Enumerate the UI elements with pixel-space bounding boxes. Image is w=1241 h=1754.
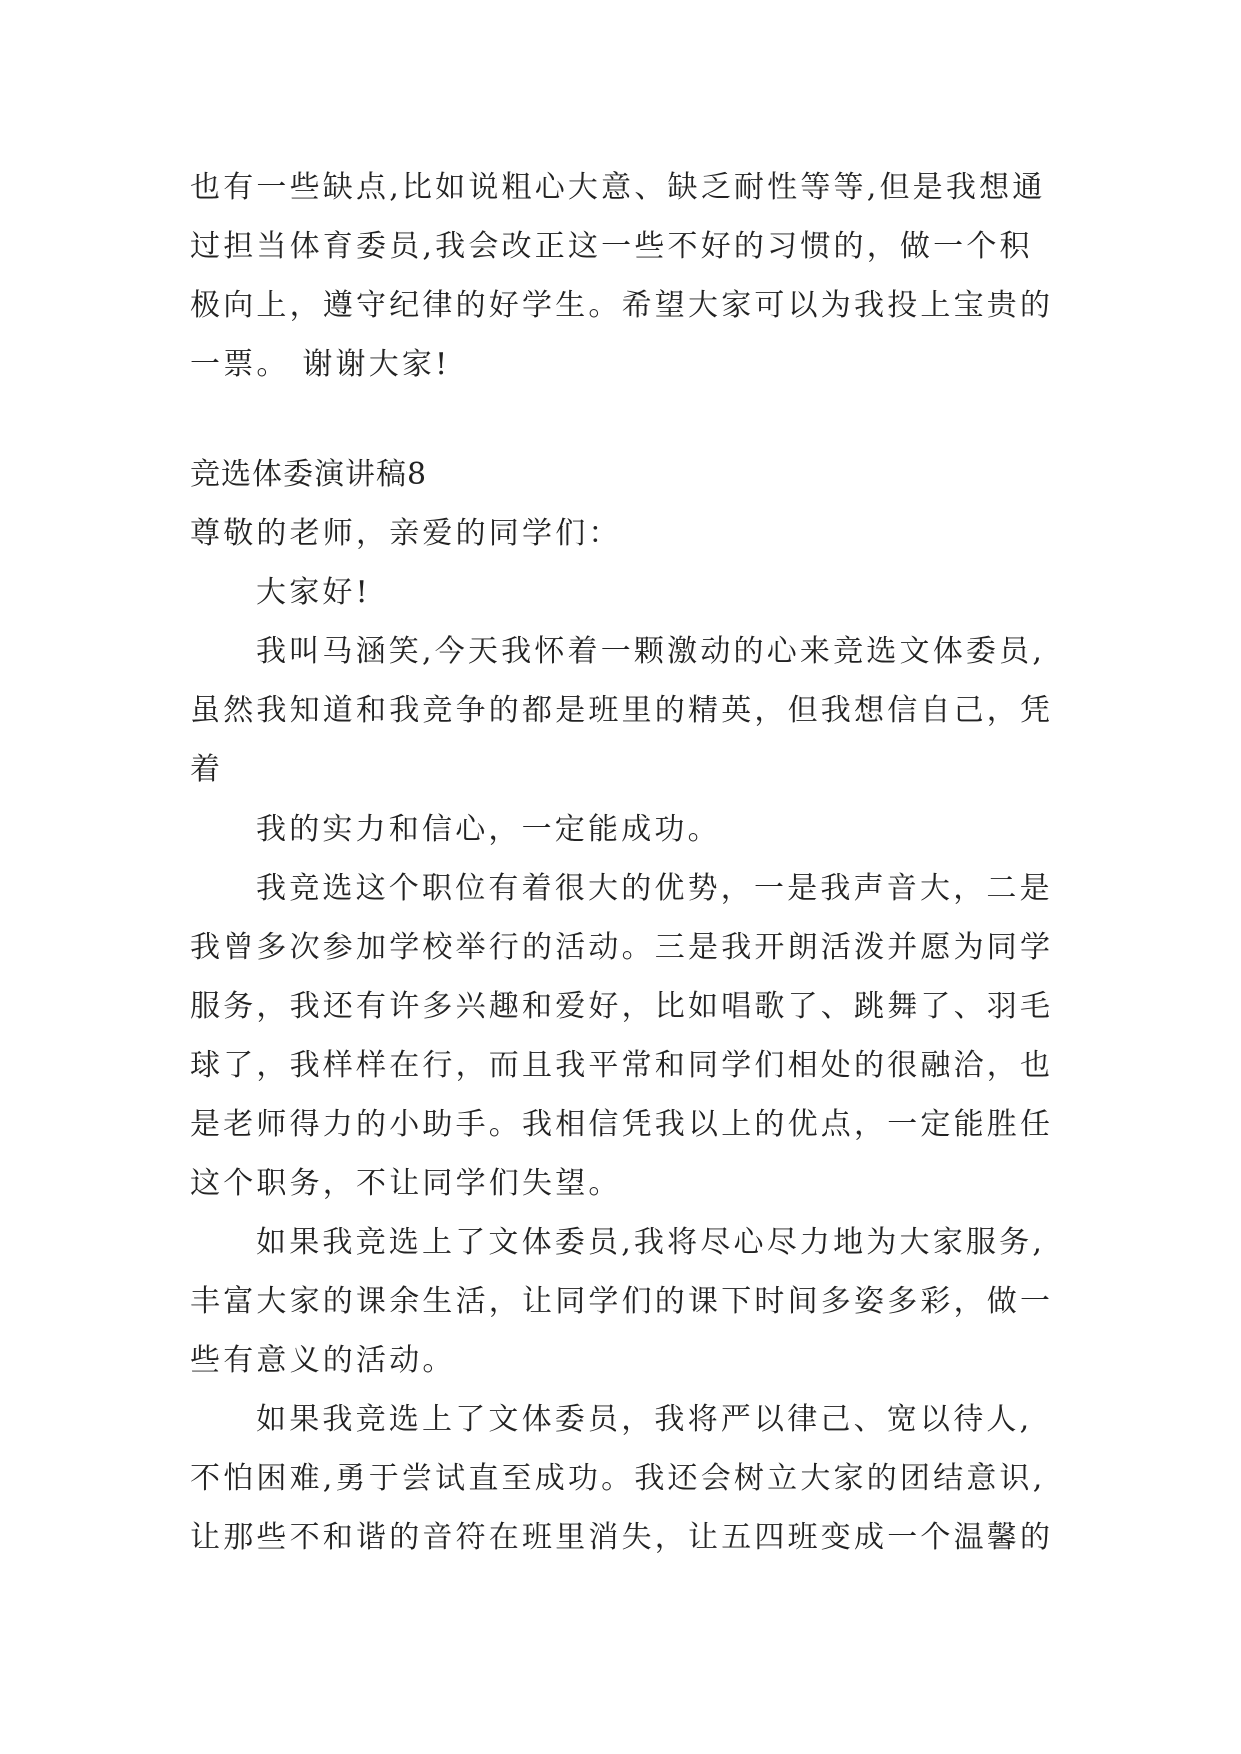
section-title: 竞选体委演讲稿8 <box>190 457 428 492</box>
body-text-line: 不怕困难,勇于尝试直至成功。我还会树立大家的团结意识, <box>190 1461 1046 1496</box>
body-text-line: 着 <box>190 752 224 787</box>
body-text-line: 是老师得力的小助手。我相信凭我以上的优点，一定能胜任 <box>190 1107 1054 1142</box>
body-text-line: 过担当体育委员,我会改正这一些不好的习惯的，做一个积 <box>190 229 1033 264</box>
body-text-line: 也有一些缺点,比如说粗心大意、缺乏耐性等等,但是我想通 <box>190 170 1046 205</box>
body-text-line: 让那些不和谐的音符在班里消失，让五四班变成一个温馨的 <box>190 1520 1054 1555</box>
body-text-line: 丰富大家的课余生活，让同学们的课下时间多姿多彩，做一 <box>190 1284 1054 1319</box>
body-text-line: 我曾多次参加学校举行的活动。三是我开朗活泼并愿为同学 <box>190 930 1054 965</box>
greeting: 大家好! <box>256 575 371 610</box>
body-text-line: 些有意义的活动。 <box>190 1343 456 1378</box>
body-text-line: 如果我竞选上了文体委员,我将尽心尽力地为大家服务, <box>256 1225 1046 1260</box>
body-text-line: 一票。 谢谢大家! <box>190 347 451 382</box>
body-text-line: 虽然我知道和我竞争的都是班里的精英，但我想信自己，凭 <box>190 693 1054 728</box>
body-text-line: 我的实力和信心，一定能成功。 <box>256 812 721 847</box>
body-text-line: 这个职务，不让同学们失望。 <box>190 1166 622 1201</box>
body-text-line: 极向上，遵守纪律的好学生。希望大家可以为我投上宝贵的 <box>190 288 1054 323</box>
body-text-line: 服务，我还有许多兴趣和爱好，比如唱歌了、跳舞了、羽毛 <box>190 989 1054 1024</box>
body-text-line: 我竞选这个职位有着很大的优势，一是我声音大，二是 <box>256 871 1053 906</box>
salutation: 尊敬的老师，亲爱的同学们： <box>190 516 622 551</box>
body-text-line: 我叫马涵笑,今天我怀着一颗激动的心来竞选文体委员, <box>256 634 1046 669</box>
body-text-line: 球了，我样样在行，而且我平常和同学们相处的很融洽，也 <box>190 1048 1054 1083</box>
body-text-line: 如果我竞选上了文体委员，我将严以律己、宽以待人, <box>256 1402 1033 1437</box>
